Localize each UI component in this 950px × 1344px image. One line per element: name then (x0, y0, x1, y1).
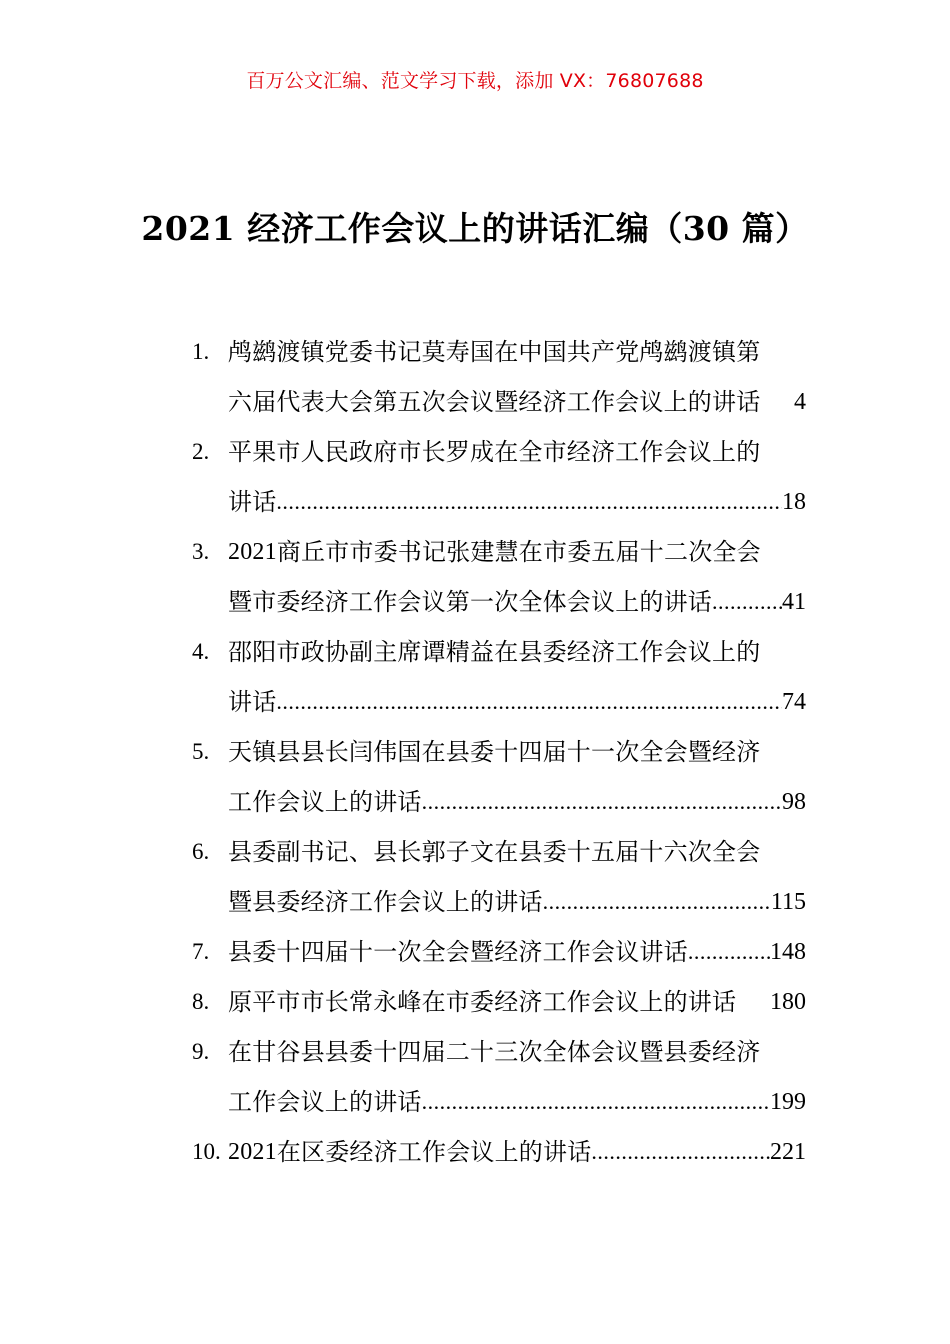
toc-entry-number: 4. (192, 639, 210, 664)
toc-entry-title: 邵阳市政协副主席谭精益在县委经济工作会议上的 (228, 638, 761, 666)
toc-entry-page: 98 (782, 789, 806, 815)
toc-entry-year: 2021 (228, 539, 277, 565)
toc-entry[interactable] (192, 527, 806, 627)
toc-entry-number: 9. (192, 1039, 210, 1064)
toc-entry-title: 在甘谷县县委十四届二十三次全体会议暨县委经济 (228, 1038, 761, 1066)
toc-entry-number: 7. (192, 939, 210, 964)
toc-entry[interactable] (192, 1027, 806, 1127)
toc-entry-number: 2. (192, 439, 210, 464)
toc-entry[interactable] (192, 1127, 806, 1177)
toc-entry[interactable] (192, 627, 806, 727)
toc-entry-page: 4 (794, 389, 806, 415)
toc-entry[interactable] (192, 727, 806, 827)
toc-entry-title-cont: 暨市委经济工作会议第一次全体会议上的讲话 (228, 588, 712, 616)
toc-entry-number: 6. (192, 839, 210, 864)
toc-entry[interactable] (192, 927, 806, 977)
leader-dots (688, 927, 770, 977)
table-of-contents (192, 327, 806, 1177)
toc-entry-title-cont: 暨县委经济工作会议上的讲话 (228, 888, 543, 916)
toc-entry-page: 41 (782, 589, 806, 615)
toc-entry-title: 商丘市市委书记张建慧在市委五届十二次全会 (276, 538, 761, 566)
toc-entry-number: 1. (192, 339, 210, 364)
toc-entry-title: 县委十四届十一次全会暨经济工作会议讲话 (228, 938, 688, 966)
toc-entry-title: 原平市市长常永峰在市委经济工作会议上的讲话 (228, 988, 737, 1016)
document-title: 2021 经济工作会议上的讲话汇编（30 篇） (141, 209, 809, 248)
toc-entry-page: 148 (770, 939, 806, 965)
leader-dots (543, 877, 771, 927)
toc-entry-title: 在区委经济工作会议上的讲话 (276, 1138, 592, 1166)
leader-dots (422, 1077, 770, 1127)
toc-entry-page: 221 (770, 1139, 806, 1165)
toc-entry[interactable] (192, 427, 806, 527)
toc-entry-page: 74 (782, 689, 806, 715)
toc-entry-number: 5. (192, 739, 210, 764)
leader-dots (712, 577, 782, 627)
toc-entry-title: 县委副书记、县长郭子文在县委十五届十六次全会 (228, 838, 761, 866)
toc-entry-title-cont: 讲话 (228, 488, 277, 516)
toc-entry-title-cont: 工作会议上的讲话 (228, 1088, 422, 1116)
toc-entry[interactable] (192, 977, 806, 1027)
toc-entry-title-cont: 六届代表大会第五次会议暨经济工作会议上的讲话 (228, 388, 761, 416)
toc-entry-page: 180 (770, 989, 806, 1015)
toc-entry[interactable] (192, 327, 806, 427)
toc-entry[interactable] (192, 827, 806, 927)
toc-entry-page: 199 (770, 1089, 806, 1115)
toc-entry-title-cont: 工作会议上的讲话 (228, 788, 422, 816)
toc-entry-title: 鸬鹚渡镇党委书记莫寿国在中国共产党鸬鹚渡镇第 (228, 338, 761, 366)
leader-dots (276, 477, 782, 527)
toc-entry-number: 8. (192, 989, 210, 1014)
leader-dots (422, 777, 782, 827)
toc-entry-year: 2021 (228, 1139, 277, 1165)
toc-entry-page: 18 (782, 489, 806, 515)
leader-dots (591, 1127, 770, 1177)
toc-entry-page: 115 (770, 889, 806, 915)
toc-entry-number: 10. (192, 1139, 221, 1164)
toc-entry-title-cont: 讲话 (228, 688, 277, 716)
watermark-header: 百万公文汇编、范文学习下载，添加 VX：76807688 (246, 70, 704, 92)
toc-entry-number: 3. (192, 539, 210, 564)
toc-entry-title: 平果市人民政府市长罗成在全市经济工作会议上的 (228, 438, 761, 466)
toc-entry-title: 天镇县县长闫伟国在县委十四届十一次全会暨经济 (228, 738, 761, 766)
leader-dots (276, 677, 782, 727)
